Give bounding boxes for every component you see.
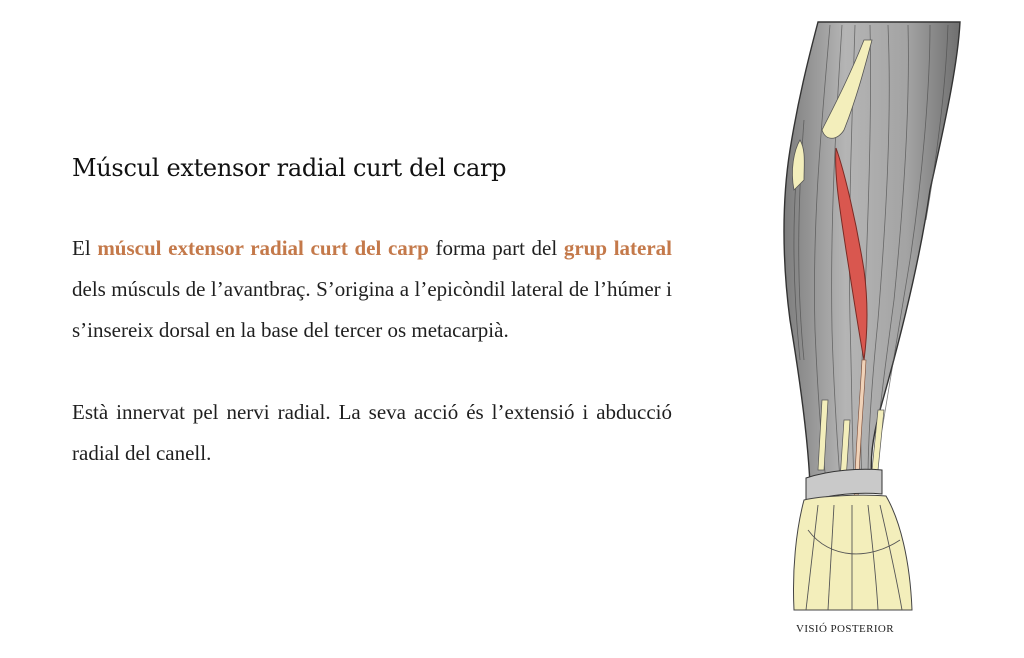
figure-caption: VISIÓ POSTERIOR — [796, 623, 894, 635]
paragraph-lead-text: El — [72, 236, 98, 260]
innervation-paragraph: Està innervat pel nervi radial. La seva acció és l’extensió i abducció radial del canell. — [72, 400, 672, 465]
page-title: Múscul extensor radial curt del carp — [72, 154, 507, 182]
content-column — [72, 148, 672, 474]
paragraph-tail-text: dels músculs de l’avantbraç. S’origina a l’epicòndil lateral de l’húmer i s’insereix dorsal en la base del tercer os metacarpià. — [72, 277, 672, 342]
forearm-illustration — [760, 0, 990, 658]
paragraph-mid-text: forma part del — [428, 236, 564, 260]
muscle-link[interactable]: múscul extensor radial curt del carp — [97, 236, 429, 260]
forearm-posterior-view — [760, 0, 990, 620]
group-link[interactable]: grup lateral — [563, 236, 672, 260]
description-paragraph — [72, 228, 672, 351]
forearm-muscle-mass — [784, 22, 960, 485]
hand-dorsum — [793, 495, 912, 610]
